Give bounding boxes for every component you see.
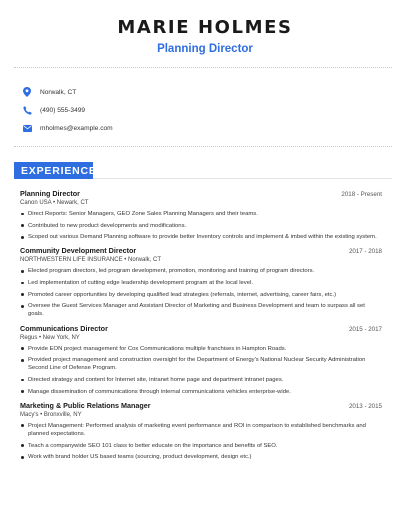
job-title: Community Development Director: [20, 246, 137, 256]
bullet-item: [20, 345, 382, 353]
bullet-text: Scoped out various Demand Planning software to provide better Inventory controls and implement & imbed within the existing system.: [28, 234, 377, 241]
bullet-dot: [21, 390, 24, 393]
bullet-text: Work with brand holder US based teams (sourcing, product development, design etc.): [28, 454, 252, 461]
bullet-dot: [21, 213, 24, 216]
bullet-text: Project Management: Performed analysis of marketing event performance and ROI in comparison to established benchmarks and planned expectations.: [28, 422, 366, 437]
job-title: Planning Director: [20, 189, 80, 198]
bullet-dot: [21, 236, 24, 239]
bullet-dot: [21, 270, 24, 273]
bullet-item: [20, 422, 382, 438]
job-company: NORTHWESTERN LIFE INSURANCE • Norwalk, CT: [20, 257, 162, 264]
job-company: Macy's • Bronxville, NY: [20, 411, 82, 418]
bullet-item: [20, 453, 382, 461]
job-entry: [20, 401, 382, 462]
job-title: Communications Director: [20, 323, 108, 333]
job-bullets: [20, 345, 382, 396]
section-heading-experience: EXPERIENCE: [14, 162, 93, 179]
bullet-text: Direct Reports: Senior Managers, GEO Zone Sales Planning Managers and their teams.: [28, 211, 258, 217]
job-bullets: [20, 210, 382, 241]
bullet-item: [20, 356, 382, 372]
bullet-item: [20, 291, 382, 299]
bullet-text: Directed strategy and content for Internet site, intranet home page and department intranet pages.: [28, 376, 284, 383]
phone-icon: [22, 105, 32, 115]
job-dates: 2017 - 2018: [348, 248, 382, 256]
bullet-dot: [21, 359, 24, 362]
bullet-text: Provide EON project management for Cox Communications multiple franchises in Hampton Roads.: [28, 345, 287, 352]
bullet-item: [20, 302, 382, 318]
contact-phone-text: (490) 555-3499: [40, 106, 86, 114]
bullet-item: [20, 388, 382, 396]
bullet-dot: [21, 293, 24, 296]
bullet-dot: [21, 444, 24, 447]
bullet-text: Teach a companywide SEO 101 class to better educate on the importance and benefits of SEO.: [28, 442, 278, 449]
bullet-item: [20, 267, 382, 275]
job-entry: [20, 246, 382, 318]
bullet-dot: [21, 282, 24, 285]
job-dates: 2015 - 2017: [348, 325, 382, 333]
bullet-text: Led implementation of cutting edge leadership development program at the local level.: [28, 279, 253, 286]
bullet-dot: [21, 224, 24, 227]
contact-divider: [14, 146, 392, 147]
job-entry: [20, 189, 382, 241]
bullet-dot: [21, 424, 24, 427]
job-dates: 2018 - Present: [341, 191, 382, 198]
bullet-dot: [21, 347, 24, 350]
bullet-item: [20, 442, 382, 450]
experience-list: [20, 189, 382, 466]
bullet-dot: [21, 305, 24, 308]
person-name: MARIE HOLMES: [117, 17, 293, 38]
bullet-dot: [21, 379, 24, 382]
bullet-text: Provided project management and construction oversight for the Department of Energy's National Nuclear Security Administration Second Line of Defense Program.: [28, 357, 366, 372]
bullet-text: Manage dissemination of communications through internal communications vehicles enterprise-wide.: [28, 388, 291, 395]
contact-location: [22, 83, 113, 101]
location-pin-icon: [22, 87, 32, 97]
job-dates: 2013 - 2015: [348, 402, 382, 410]
bullet-item: [20, 233, 382, 241]
contact-list: [22, 83, 113, 138]
job-bullets: [20, 422, 382, 462]
job-title: Marketing & Public Relations Manager: [20, 400, 151, 410]
contact-location-text: Norwalk, CT: [40, 88, 77, 96]
job-company: Canon USA • Newark, CT: [20, 200, 89, 206]
bullet-text: Promoted career opportunities by developing qualified lead strategies (referrals, internet, advertising, career fairs, etc.): [28, 291, 337, 298]
section-rule: [93, 178, 392, 179]
email-icon: [22, 124, 32, 134]
job-company: Regus • New York, NY: [20, 334, 80, 341]
bullet-text: Elected program directors, led program development, promotion, monitoring and training of program directors.: [28, 268, 315, 275]
bullet-dot: [21, 456, 24, 459]
contact-email-text: mholmes@example.com: [40, 125, 113, 133]
bullet-text: Contributed to new product developments and modifications.: [28, 222, 187, 229]
job-title-heading: Planning Director: [157, 43, 253, 55]
bullet-item: [20, 222, 382, 230]
bullet-item: [20, 376, 382, 384]
contact-phone: [22, 101, 113, 119]
bullet-item: [20, 210, 382, 218]
resume-header: [0, 0, 410, 56]
contact-email: [22, 120, 113, 138]
bullet-item: [20, 279, 382, 287]
job-entry: [20, 324, 382, 396]
bullet-text: Oversee the Guest Services Manager and Assistant Director of Marketing and Business Development and team to surpass all set goals.: [28, 303, 365, 318]
job-bullets: [20, 267, 382, 318]
top-divider: [14, 67, 392, 68]
